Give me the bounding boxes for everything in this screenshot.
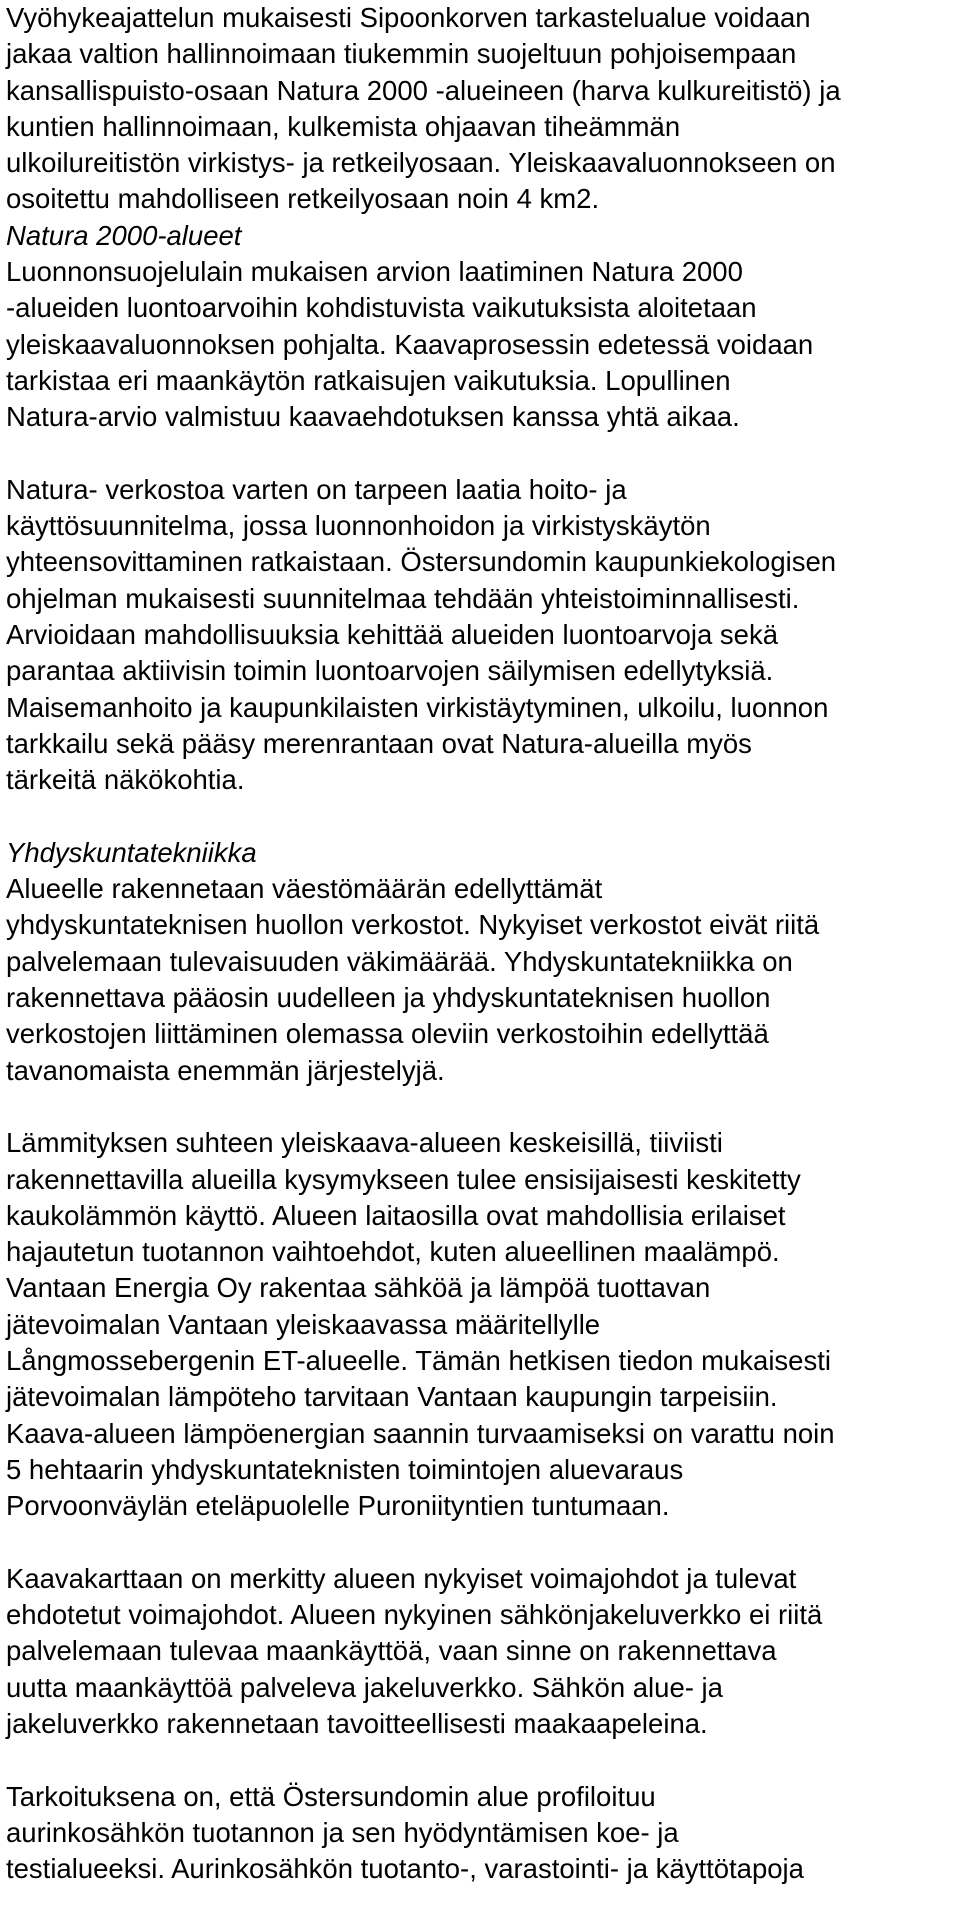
text-line: Kaavakarttaan on merkitty alueen nykyiset voimajohdot ja tulevat [6,1562,797,1594]
text-line: rakennettava pääosin uudelleen ja yhdyskuntateknisen huollon [6,982,771,1014]
text-line: jakaa valtion hallinnoimaan tiukemmin suojeltuun pohjoisempaan [6,38,797,70]
paragraph-solar [6,1779,960,1888]
text-line: Porvoonväylän eteläpuolelle Puroniityntien tuntumaan. [6,1490,670,1522]
text-line: Kaava-alueen lämpöenergian saannin turvaamiseksi on varattu noin [6,1417,835,1449]
text-line: tarkkailu sekä pääsy merenrantaan ovat Natura-alueilla myös [6,727,752,759]
text-line: Tarkoituksena on, että Östersundomin alue profiloituu [6,1780,656,1812]
paragraph-spacer [6,1742,960,1778]
text-line: rakennettavilla alueilla kysymykseen tulee ensisijaisesti keskitetty [6,1163,801,1195]
text-line: jätevoimalan Vantaan yleiskaavassa määritellylle [6,1308,601,1340]
section-heading-natura: Natura 2000-alueet [6,219,242,251]
text-line: palvelemaan tulevaa maankäyttöä, vaan sinne on rakennettava [6,1635,777,1667]
text-line: ohjelman mukaisesti suunnitelmaa tehdään yhteistoiminnallisesti. [6,582,800,614]
text-line: 5 hehtaarin yhdyskuntateknisten toimintojen aluevaraus [6,1453,684,1485]
paragraph-spacer [6,1089,960,1125]
text-line: tavanomaista enemmän järjestelyjä. [6,1054,445,1086]
text-line: käyttösuunnitelma, jossa luonnonhoidon ja virkistyskäytön [6,510,711,542]
paragraph-spacer [6,1524,960,1560]
text-line: tärkeitä näkökohtia. [6,764,245,796]
text-line: Vantaan Energia Oy rakentaa sähköä ja lämpöä tuottavan [6,1272,711,1304]
text-line: Långmossebergenin ET-alueelle. Tämän hetkisen tiedon mukaisesti [6,1344,831,1376]
text-line: parantaa aktiivisin toimin luontoarvojen säilymisen edellytyksiä. [6,655,774,687]
text-line: verkostojen liittäminen olemassa oleviin verkostoihin edellyttää [6,1018,769,1050]
text-line: ulkoilureitistön virkistys- ja retkeilyosaan. Yleiskaavaluonnokseen on [6,147,836,179]
text-line: Lämmityksen suhteen yleiskaava-alueen keskeisillä, tiiviisti [6,1127,723,1159]
section-heading-infrastructure: Yhdyskuntatekniikka [6,836,257,868]
text-line: Arvioidaan mahdollisuuksia kehittää alueiden luontoarvoja sekä [6,619,779,651]
text-line: Vyöhykeajattelun mukaisesti Sipoonkorven tarkastelualue voidaan [6,2,811,33]
text-line: uutta maankäyttöä palveleva jakeluverkko. Sähkön alue- ja [6,1671,723,1703]
text-line: yhdyskuntateknisen huollon verkostot. Nykyiset verkostot eivät riitä [6,909,820,941]
text-line: aurinkosähkön tuotannon ja sen hyödyntämisen koe- ja [6,1816,679,1848]
paragraph-natura-assessment [6,254,960,435]
text-line: Natura-arvio valmistuu kaavaehdotuksen kanssa yhtä aikaa. [6,401,740,433]
text-line: palvelemaan tulevaisuuden väkimäärää. Yhdyskuntatekniikka on [6,945,793,977]
text-line: testialueeksi. Aurinkosähkön tuotanto-, varastointi- ja käyttötapoja [6,1853,804,1885]
text-line: ehdotetut voimajohdot. Alueen nykyinen sähkönjakeluverkko ei riitä [6,1599,823,1631]
paragraph-natura-management [6,472,960,799]
text-line: osoitettu mahdolliseen retkeilyosaan noin 4 km2. [6,183,600,215]
text-line: kaukolämmön käyttö. Alueen laitaosilla ovat mahdollisia erilaiset [6,1199,786,1231]
paragraph-networks [6,871,960,1089]
text-line: jakeluverkko rakennetaan tavoitteellisesti maakaapeleina. [6,1707,708,1739]
text-line: Maisemanhoito ja kaupunkilaisten virkistäytyminen, ulkoilu, luonnon [6,691,829,723]
paragraph-power-lines [6,1561,960,1742]
text-line: kuntien hallinnoimaan, kulkemista ohjaavan tiheämmän [6,110,681,142]
text-line: Luonnonsuojelulain mukaisen arvion laatiminen Natura 2000 [6,256,743,288]
text-line: kansallispuisto-osaan Natura 2000 -alueineen (harva kulkureitistö) ja [6,74,841,106]
paragraph-zoning-concept [6,0,960,218]
text-line: hajautetun tuotannon vaihtoehdot, kuten alueellinen maalämpö. [6,1236,780,1268]
paragraph-spacer [6,436,960,472]
text-line: Natura- verkostoa varten on tarpeen laatia hoito- ja [6,473,627,505]
text-line: -alueiden luontoarvoihin kohdistuvista vaikutuksista aloitetaan [6,292,757,324]
text-line: Alueelle rakennetaan väestömäärän edellyttämät [6,873,603,905]
paragraph-spacer [6,799,960,835]
text-line: tarkistaa eri maankäytön ratkaisujen vaikutuksia. Lopullinen [6,364,731,396]
text-line: yleiskaavaluonnoksen pohjalta. Kaavaprosessin edetessä voidaan [6,328,814,360]
text-line: jätevoimalan lämpöteho tarvitaan Vantaan kaupungin tarpeisiin. [6,1381,778,1413]
paragraph-heating [6,1125,960,1524]
text-line: yhteensovittaminen ratkaistaan. Östersundomin kaupunkiekologisen [6,546,837,578]
